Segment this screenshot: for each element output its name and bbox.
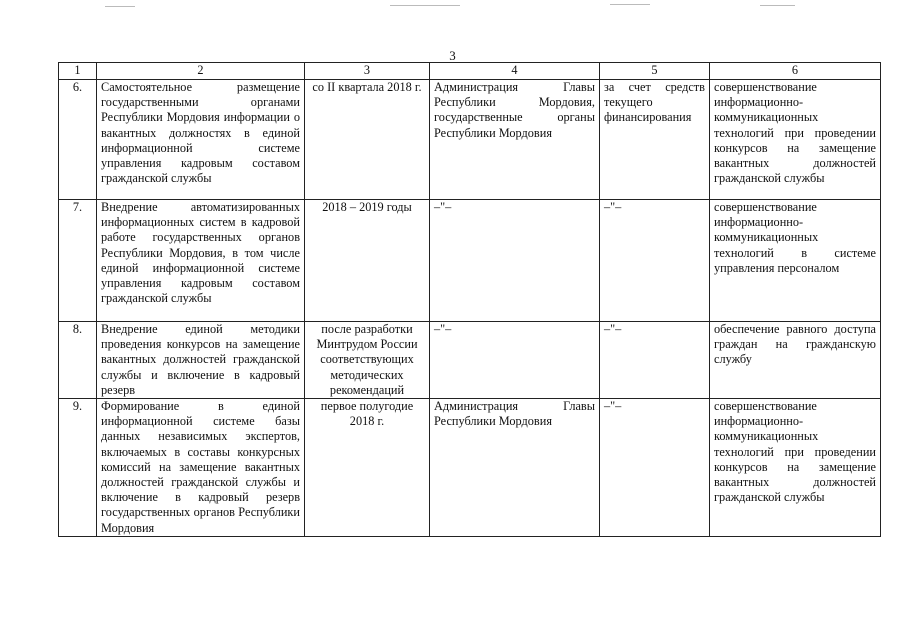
result-cell: совершенствование информационно-коммуникационных технологий в системе управления персоналом bbox=[710, 200, 881, 322]
funding-cell: –"– bbox=[600, 399, 710, 537]
page-number: 3 bbox=[449, 48, 456, 63]
scan-speck bbox=[105, 6, 135, 7]
deadline-cell: после разработки Минтрудом России соответствующих методических рекомендаций bbox=[305, 322, 430, 399]
deadline-cell: 2018 – 2019 годы bbox=[305, 200, 430, 322]
scan-speck bbox=[390, 5, 460, 6]
table-row bbox=[59, 399, 881, 537]
measures-table bbox=[58, 62, 881, 537]
executor-cell: Администрация Главы Республики Мордовия, государственные органы Республики Мордовия bbox=[430, 80, 600, 200]
executor-cell: –"– bbox=[430, 200, 600, 322]
activity-cell: Внедрение единой методики проведения конкурсов на замещение вакантных должностей гражданской службы и включение в кадровый резерв bbox=[97, 322, 305, 399]
funding-cell: –"– bbox=[600, 322, 710, 399]
column-header: 2 bbox=[97, 63, 305, 80]
column-header: 1 bbox=[59, 63, 97, 80]
header-row bbox=[59, 63, 881, 80]
activity-cell: Формирование в единой информационной системе базы данных независимых экспертов, включаемых в составы конкурсных комиссий на замещение вакантных должностей гражданской службы и включение в кадровый резерв государственных органов Республики Мордовия bbox=[97, 399, 305, 537]
table-row bbox=[59, 322, 881, 399]
table-row bbox=[59, 200, 881, 322]
column-header: 3 bbox=[305, 63, 430, 80]
result-cell: обеспечение равного доступа граждан на гражданскую службу bbox=[710, 322, 881, 399]
column-header: 4 bbox=[430, 63, 600, 80]
result-cell: совершенствование информационно-коммуникационных технологий при проведении конкурсов на замещение вакантных должностей гражданской службы bbox=[710, 399, 881, 537]
table-row bbox=[59, 80, 881, 200]
funding-cell: за счет средств текущего финансирования bbox=[600, 80, 710, 200]
activity-cell: Внедрение автоматизированных информационных систем в кадровой работе государственных органов Республики Мордовия, в том числе единой информационной системе управления кадровым составом гражданской службы bbox=[97, 200, 305, 322]
row-number: 7. bbox=[59, 200, 97, 322]
row-number: 6. bbox=[59, 80, 97, 200]
executor-cell: –"– bbox=[430, 322, 600, 399]
column-header: 6 bbox=[710, 63, 881, 80]
row-number: 8. bbox=[59, 322, 97, 399]
executor-cell: Администрация Главы Республики Мордовия bbox=[430, 399, 600, 537]
deadline-cell: со II квартала 2018 г. bbox=[305, 80, 430, 200]
funding-cell: –"– bbox=[600, 200, 710, 322]
row-number: 9. bbox=[59, 399, 97, 537]
scan-speck bbox=[610, 4, 650, 5]
scan-speck bbox=[760, 5, 795, 6]
result-cell: совершенствование информационно-коммуникационных технологий при проведении конкурсов на замещение вакантных должностей гражданской службы bbox=[710, 80, 881, 200]
deadline-cell: первое полугодие 2018 г. bbox=[305, 399, 430, 537]
activity-cell: Самостоятельное размещение государственными органами Республики Мордовия информации о вакантных должностях в единой информационной системе управления кадровым составом гражданской службы bbox=[97, 80, 305, 200]
column-header: 5 bbox=[600, 63, 710, 80]
